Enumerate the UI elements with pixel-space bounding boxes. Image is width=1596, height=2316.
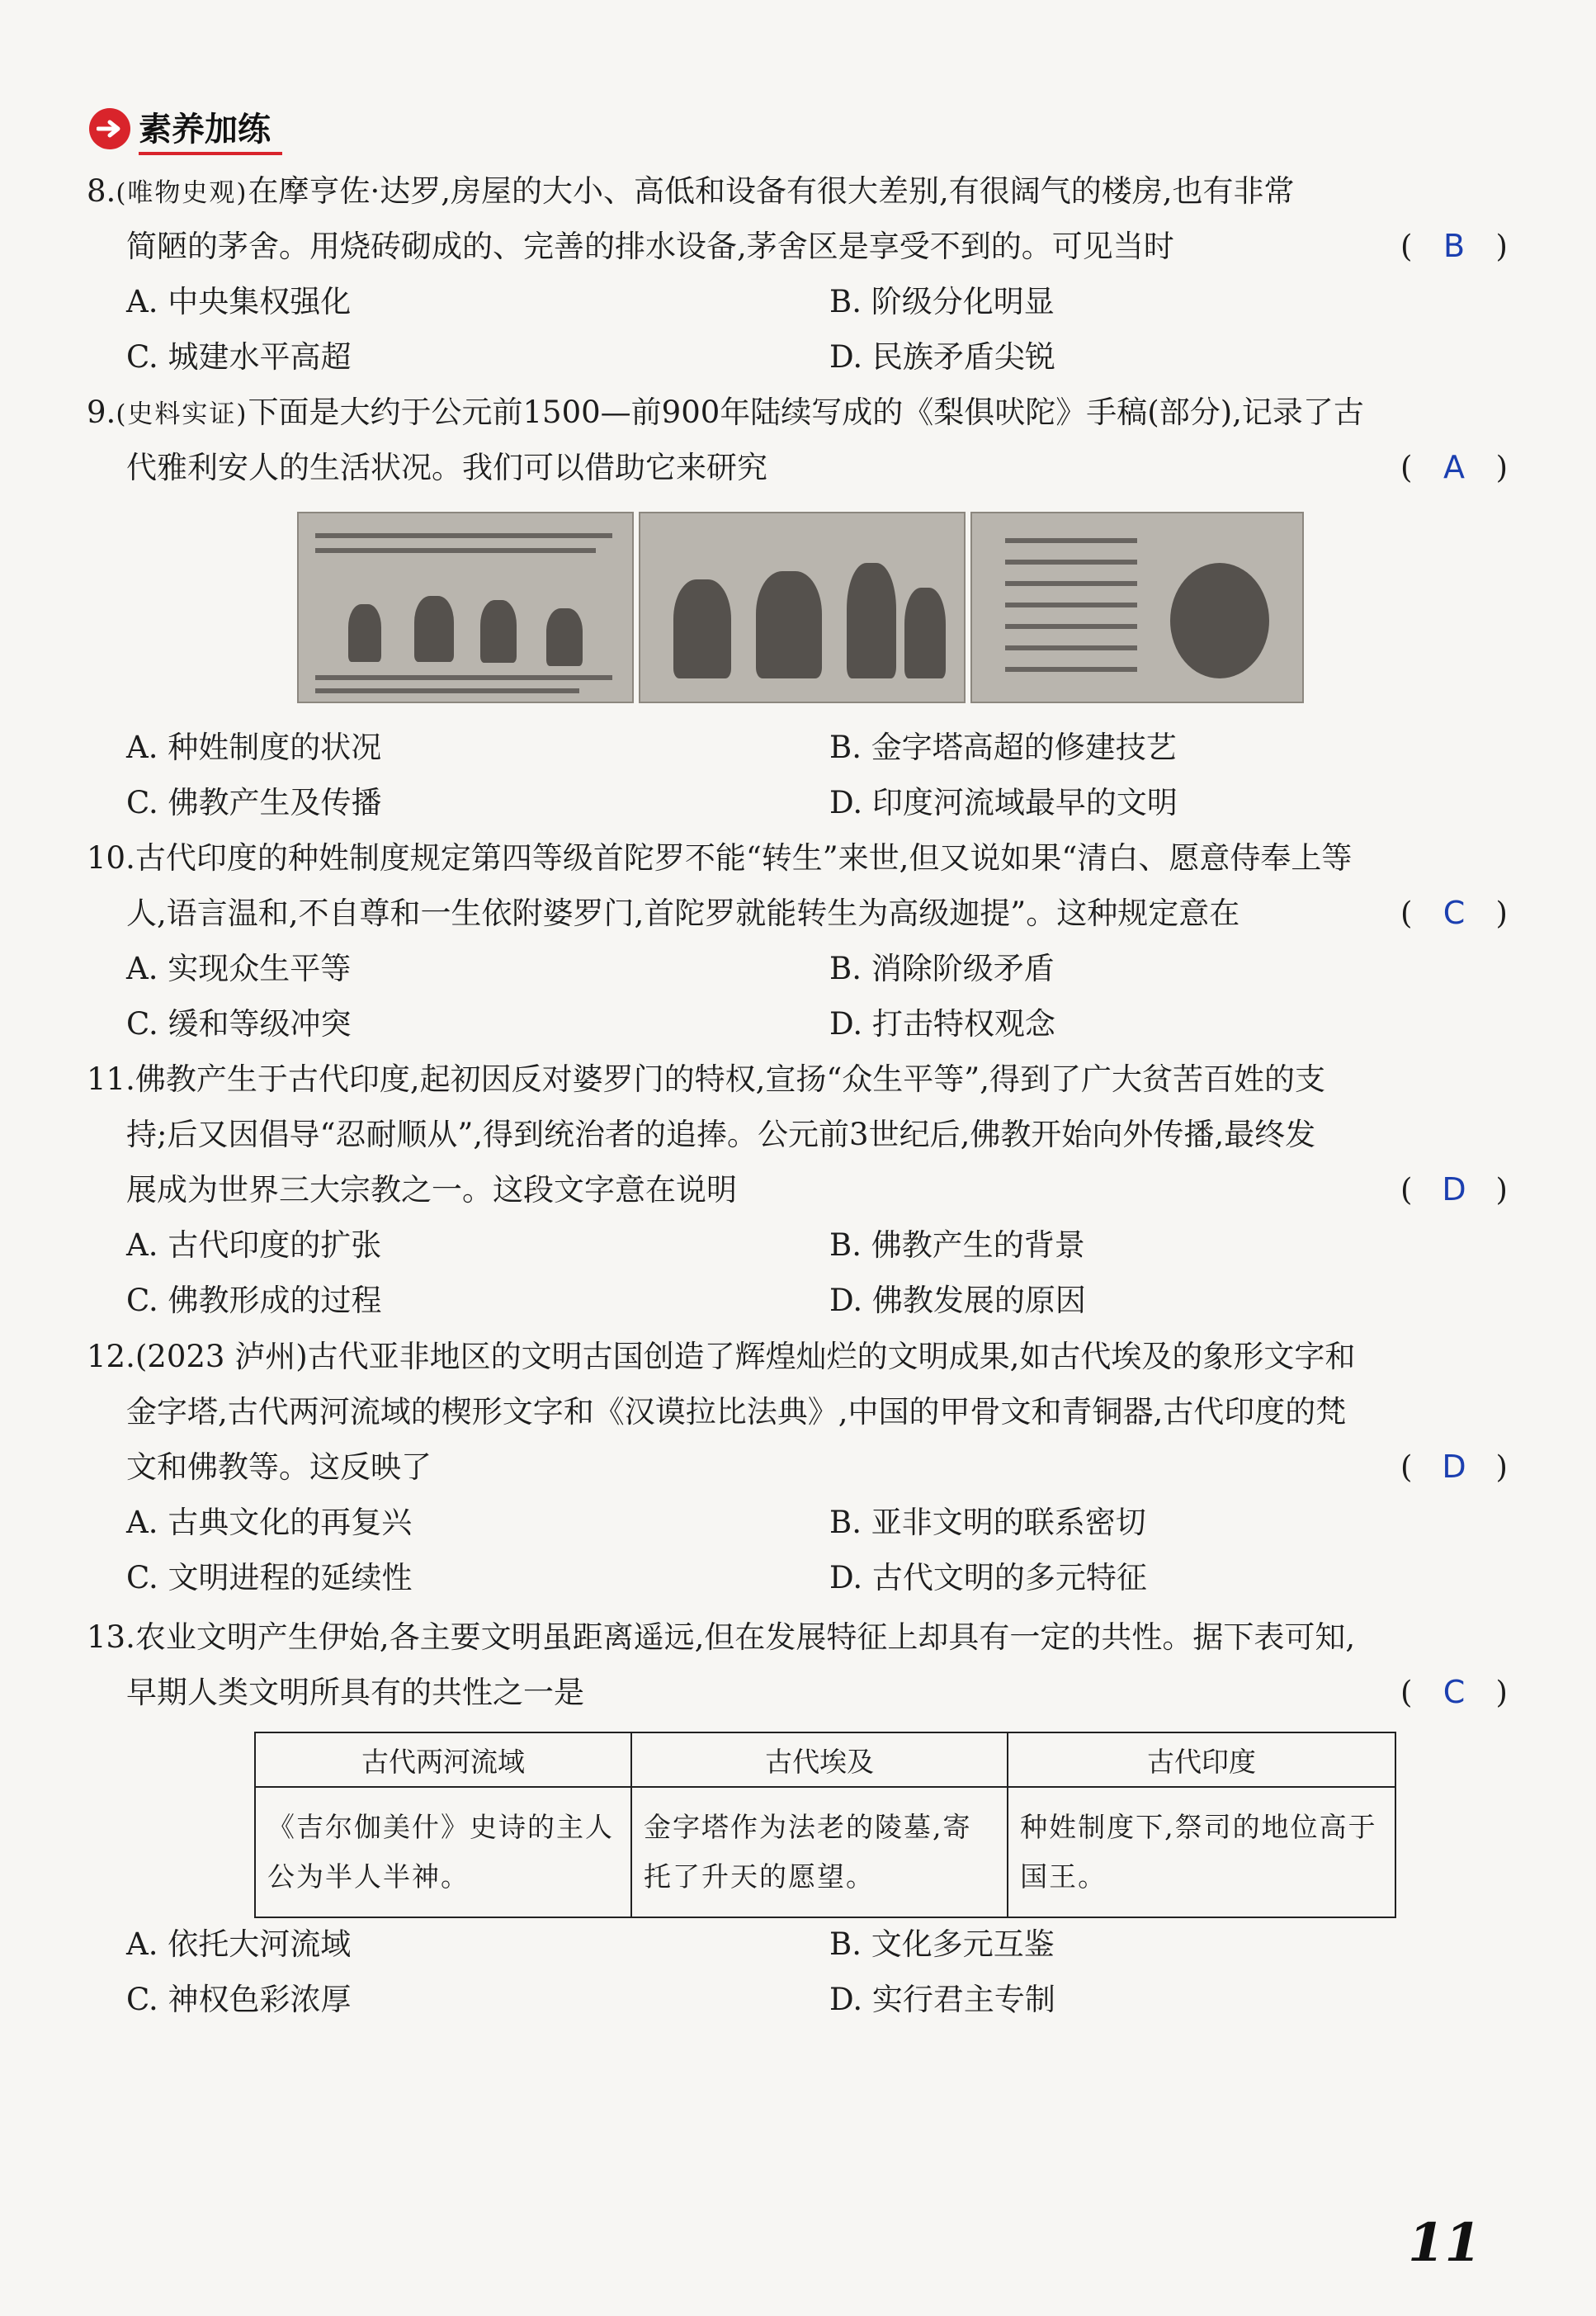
table-header: 古代印度 bbox=[1008, 1732, 1395, 1787]
table-cell: 《吉尔伽美什》史诗的主人公为半人半神。 bbox=[255, 1787, 631, 1917]
option-b: B. 阶级分化明显 bbox=[829, 284, 1055, 319]
question-9 bbox=[87, 385, 1508, 495]
question-number: 13. bbox=[87, 1619, 135, 1655]
question-text: 代雅利安人的生活状况。我们可以借助它来研究 bbox=[126, 450, 767, 485]
manuscript-image-3 bbox=[970, 512, 1304, 703]
question-text: (2023 泸州)古代亚非地区的文明古国创造了辉煌灿烂的文明成果,如古代埃及的象形文字和 bbox=[135, 1339, 1356, 1374]
table-cell: 金字塔作为法老的陵墓,寄托了升天的愿望。 bbox=[631, 1787, 1008, 1917]
option-d: D. 民族矛盾尖锐 bbox=[829, 339, 1055, 375]
question-text: 在摩亨佐·达罗,房屋的大小、高低和设备有很大差别,有很阔气的楼房,也有非常 bbox=[248, 173, 1295, 209]
question-9-options bbox=[87, 720, 1508, 830]
answer-value: C bbox=[1443, 1674, 1466, 1710]
table-header: 古代埃及 bbox=[631, 1732, 1008, 1787]
option-b: B. 金字塔高超的修建技艺 bbox=[829, 730, 1177, 765]
option-b: B. 佛教产生的背景 bbox=[829, 1227, 1085, 1263]
question-text: 人,语言温和,不自尊和一生依附婆罗门,首陀罗就能转生为高级迦提”。这种规定意在 bbox=[126, 896, 1240, 931]
option-b: B. 亚非文明的联系密切 bbox=[829, 1505, 1146, 1540]
manuscript-image-2 bbox=[639, 512, 966, 703]
question-10 bbox=[87, 830, 1508, 1052]
manuscript-image-1 bbox=[297, 512, 634, 703]
option-a: A. 实现众生平等 bbox=[126, 951, 352, 986]
option-b: B. 文化多元互鉴 bbox=[829, 1926, 1055, 1962]
question-text: 佛教产生于古代印度,起初因反对婆罗门的特权,宣扬“众生平等”,得到了广大贫苦百姓的支 bbox=[135, 1061, 1325, 1097]
option-a: A. 中央集权强化 bbox=[126, 284, 352, 319]
question-text: 文和佛教等。这反映了 bbox=[126, 1449, 432, 1485]
option-d: D. 佛教发展的原因 bbox=[829, 1283, 1086, 1318]
question-number: 12. bbox=[87, 1339, 135, 1374]
question-source: (唯物史观) bbox=[116, 178, 248, 208]
manuscript-images bbox=[297, 512, 1304, 703]
answer-bracket: ( A ) bbox=[1400, 440, 1508, 495]
option-d: D. 古代文明的多元特征 bbox=[829, 1560, 1147, 1595]
question-number: 11. bbox=[87, 1061, 135, 1097]
question-text: 早期人类文明所具有的共性之一是 bbox=[126, 1675, 584, 1710]
answer-bracket: ( D ) bbox=[1400, 1162, 1508, 1217]
question-text: 持;后又因倡导“忍耐顺从”,得到统治者的追捧。公元前3世纪后,佛教开始向外传播,最终发 bbox=[126, 1117, 1316, 1152]
answer-bracket: ( C ) bbox=[1400, 886, 1508, 941]
page-number: 11 bbox=[1408, 2212, 1482, 2274]
option-c: C. 缓和等级冲突 bbox=[126, 1006, 352, 1042]
table-header-row bbox=[255, 1732, 1395, 1787]
question-source: (史料实证) bbox=[116, 399, 248, 429]
table-row bbox=[255, 1787, 1395, 1917]
option-a: A. 依托大河流域 bbox=[126, 1926, 352, 1962]
question-text: 展成为世界三大宗教之一。这段文字意在说明 bbox=[126, 1172, 737, 1208]
question-12 bbox=[87, 1329, 1508, 1605]
option-a: A. 古代印度的扩张 bbox=[126, 1227, 382, 1263]
question-number: 8. bbox=[87, 173, 116, 209]
question-8 bbox=[87, 163, 1508, 385]
question-text: 简陋的茅舍。用烧砖砌成的、完善的排水设备,茅舍区是享受不到的。可见当时 bbox=[126, 229, 1174, 264]
option-d: D. 印度河流域最早的文明 bbox=[829, 785, 1178, 820]
option-a: A. 古典文化的再复兴 bbox=[126, 1505, 413, 1540]
answer-bracket: ( C ) bbox=[1400, 1665, 1508, 1720]
arrow-right-icon bbox=[89, 108, 130, 149]
section-title: 素养加练 bbox=[139, 103, 282, 155]
option-d: D. 实行君主专制 bbox=[829, 1982, 1055, 2017]
table-cell: 种姓制度下,祭司的地位高于国王。 bbox=[1008, 1787, 1395, 1917]
answer-value: B bbox=[1443, 228, 1466, 264]
question-text: 金字塔,古代两河流域的楔形文字和《汉谟拉比法典》,中国的甲骨文和青铜器,古代印度的梵 bbox=[126, 1394, 1347, 1430]
section-header bbox=[89, 106, 282, 152]
option-c: C. 神权色彩浓厚 bbox=[126, 1982, 352, 2017]
comparison-table bbox=[254, 1732, 1396, 1918]
question-11 bbox=[87, 1052, 1508, 1328]
answer-value: A bbox=[1443, 449, 1465, 485]
answer-bracket: ( D ) bbox=[1400, 1439, 1508, 1495]
option-c: C. 文明进程的延续性 bbox=[126, 1560, 413, 1595]
question-text: 下面是大约于公元前1500—前900年陆续写成的《梨俱吠陀》手稿(部分),记录了古 bbox=[248, 395, 1364, 430]
answer-value: D bbox=[1442, 1449, 1466, 1485]
question-number: 10. bbox=[87, 840, 135, 876]
answer-value: C bbox=[1443, 895, 1466, 931]
option-c: C. 城建水平高超 bbox=[126, 339, 352, 375]
option-d: D. 打击特权观念 bbox=[829, 1006, 1055, 1042]
option-c: C. 佛教产生及传播 bbox=[126, 785, 382, 820]
table-header: 古代两河流域 bbox=[255, 1732, 631, 1787]
question-text: 农业文明产生伊始,各主要文明虽距离遥远,但在发展特征上却具有一定的共性。据下表可知, bbox=[135, 1619, 1356, 1655]
answer-value: D bbox=[1442, 1171, 1466, 1208]
question-number: 9. bbox=[87, 395, 116, 430]
answer-bracket: ( B ) bbox=[1400, 219, 1508, 274]
question-13 bbox=[87, 1609, 1508, 1720]
option-c: C. 佛教形成的过程 bbox=[126, 1283, 382, 1318]
question-13-options bbox=[87, 1917, 1508, 2027]
option-b: B. 消除阶级矛盾 bbox=[829, 951, 1055, 986]
question-text: 古代印度的种姓制度规定第四等级首陀罗不能“转生”来世,但又说如果“清白、愿意侍奉上等 bbox=[135, 840, 1353, 876]
option-a: A. 种姓制度的状况 bbox=[126, 730, 382, 765]
